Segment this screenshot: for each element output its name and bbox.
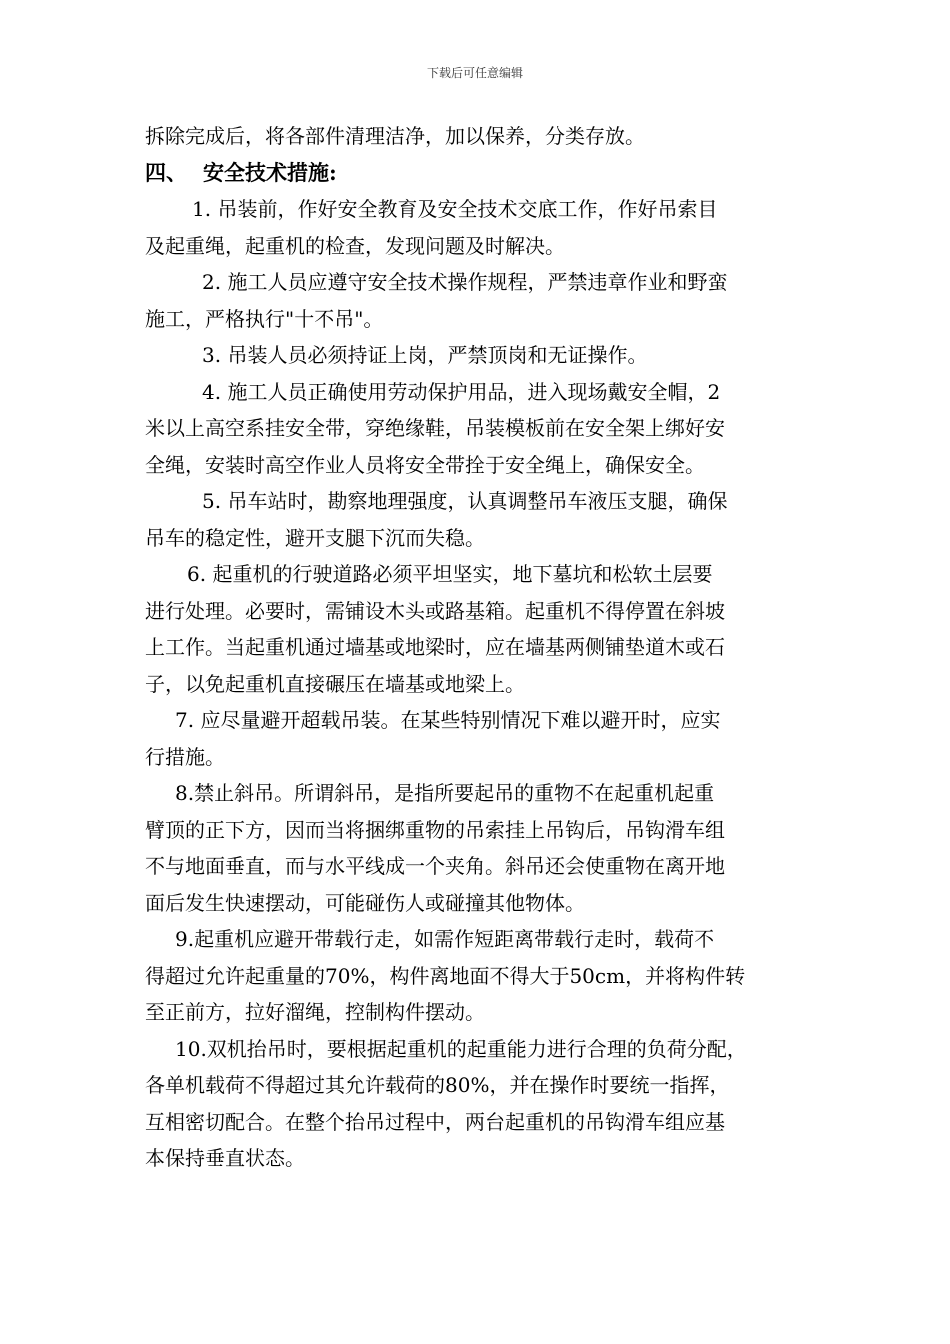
paragraph-line: 6. 起重机的行驶道路必须平坦坚实，地下墓坑和松软土层要: [187, 562, 713, 586]
section-number: 四、: [145, 159, 187, 185]
paragraph-line: 9.起重机应避开带载行走，如需作短距离带载行走时，载荷不: [175, 927, 715, 951]
paragraph-line: 至正前方，拉好溜绳，控制构件摆动。: [145, 1000, 485, 1024]
paragraph-line: 5. 吊车站时，勘察地理强度，认真调整吊车液压支腿，确保: [202, 489, 728, 513]
paragraph-line: 上工作。当起重机通过墙基或地梁时，应在墙基两侧铺垫道木或石: [145, 635, 725, 659]
paragraph-line: 8.禁止斜吊。所谓斜吊，是指所要起吊的重物不在起重机起重: [175, 781, 715, 805]
paragraph-line: 4. 施工人员正确使用劳动保护用品，进入现场戴安全帽，2: [202, 379, 721, 404]
paragraph-line: 及起重绳，起重机的检查，发现问题及时解决。: [145, 233, 565, 258]
paragraph-line: 面后发生快速摆动，可能碰伤人或碰撞其他物体。: [145, 890, 585, 915]
paragraph-line: 米以上高空系挂安全带，穿绝缘鞋，吊装模板前在安全架上绑好安: [145, 416, 725, 440]
paragraph-line: 1. 吊装前，作好安全教育及安全技术交底工作，作好吊索目: [192, 197, 718, 221]
paragraph-line: 互相密切配合。在整个抬吊过程中，两台起重机的吊钩滑车组应基: [145, 1109, 725, 1134]
document-body: [145, 118, 815, 1177]
paragraph-line: 7. 应尽量避开超载吊装。在某些特别情况下难以避开时，应实: [175, 708, 721, 732]
section-heading: [145, 155, 815, 192]
paragraph-line: 3. 吊装人员必须持证上岗，严禁顶岗和无证操作。: [202, 343, 648, 367]
paragraph-line: 施工，严格执行"十不吊"。: [145, 306, 384, 331]
paragraph-line: 进行处理。必要时，需铺设木头或路基箱。起重机不得停置在斜坡: [145, 598, 725, 623]
section-title: 安全技术措施:: [203, 159, 337, 185]
paragraph-line: 不与地面垂直，而与水平线成一个夹角。斜吊还会使重物在离开地: [145, 854, 725, 878]
paragraph-line: 得超过允许起重量的70%，构件离地面不得大于50cm，并将构件转: [145, 963, 746, 988]
paragraph-line: 吊车的稳定性，避开支腿下沉而失稳。: [145, 525, 485, 550]
paragraph-line: 本保持垂直状态。: [145, 1146, 305, 1170]
paragraph-line: 10.双机抬吊时，要根据起重机的起重能力进行合理的负荷分配，: [175, 1036, 747, 1061]
paragraph-line: 2. 施工人员应遵守安全技术操作规程，严禁违章作业和野蛮: [202, 270, 728, 294]
paragraph-line: 全绳，安装时高空作业人员将安全带拴于安全绳上，确保安全。: [145, 452, 705, 477]
header-note: 下载后可任意编辑: [426, 66, 523, 80]
paragraph-line: 臂顶的正下方，因而当将捆绑重物的吊索挂上吊钩后，吊钩滑车组: [145, 817, 725, 842]
paragraph-line: 拆除完成后，将各部件清理洁净，加以保养，分类存放。: [145, 124, 645, 148]
paragraph-line: 行措施。: [145, 744, 225, 769]
paragraph-line: 各单机载荷不得超过其允许载荷的80%，并在操作时要统一指挥，: [145, 1073, 730, 1097]
paragraph-line: 子，以免起重机直接碾压在墙基或地梁上。: [145, 671, 525, 696]
